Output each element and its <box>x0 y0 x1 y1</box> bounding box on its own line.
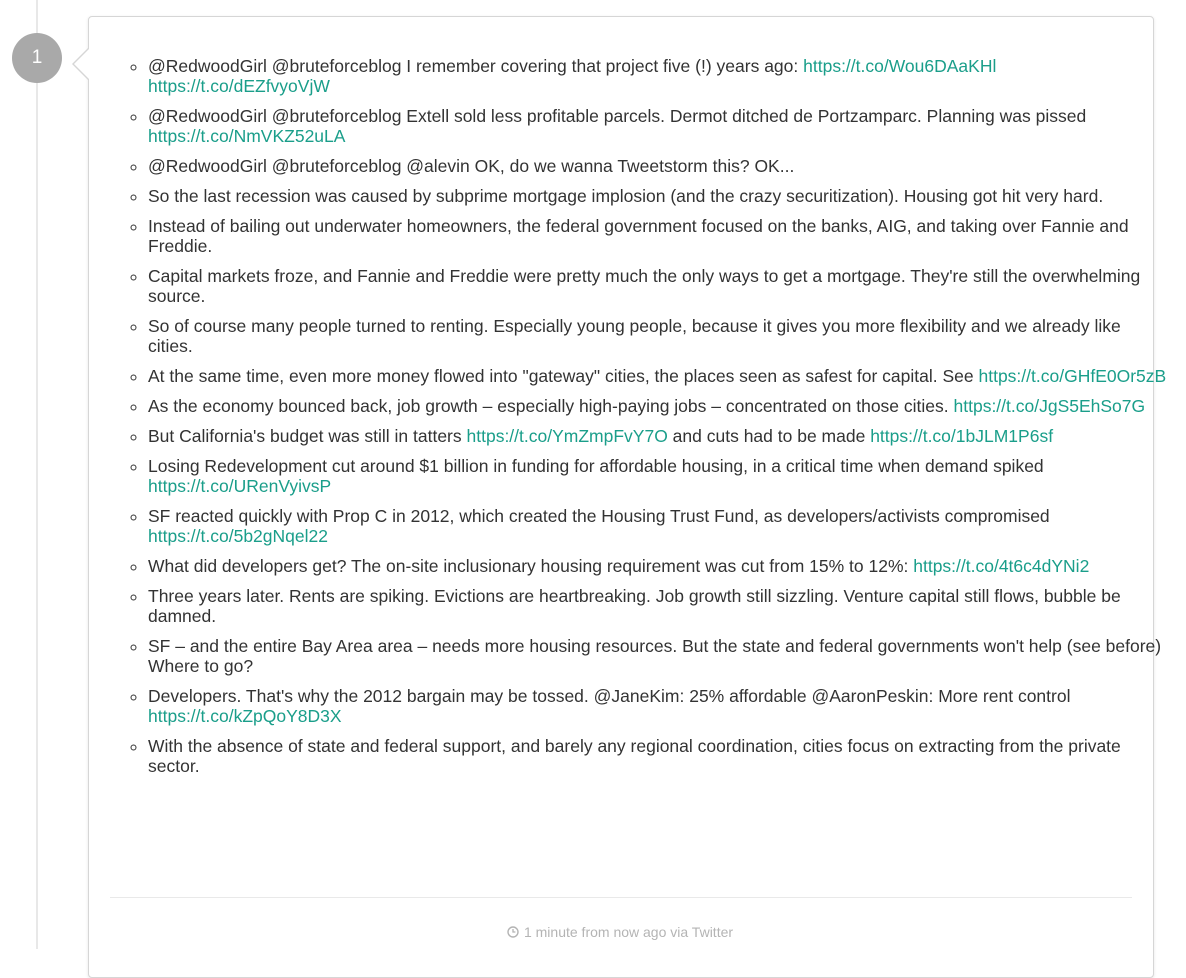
timestamp-text[interactable]: 1 minute from now ago via Twitter <box>523 924 734 940</box>
tweet-item <box>148 56 1168 96</box>
tweet-link[interactable]: https://t.co/URenVyivsP <box>148 476 332 496</box>
tweet-text: At the same time, even more money flowed into "gateway" cities, the places seen as safest for capital. See <box>148 366 979 386</box>
tweet-text: @RedwoodGirl @bruteforceblog I remember covering that project five (!) years ago: <box>148 56 804 76</box>
clock-icon <box>507 925 519 937</box>
tweet-link[interactable]: https://t.co/YmZmpFvY7O <box>466 426 668 446</box>
tweet-item <box>148 396 1168 416</box>
tweet-link[interactable]: https://t.co/Wou6DAaKHl <box>803 56 997 76</box>
tweet-text: @RedwoodGirl @bruteforceblog Extell sold less profitable parcels. Dermot ditched de Portzamparc. Planning was pissed <box>148 106 1087 126</box>
tweet-text: Developers. That's why the 2012 bargain may be tossed. @JaneKim: 25% affordable @AaronPeskin: More rent control <box>148 686 1071 706</box>
tweet-text: So the last recession was caused by subprime mortgage implosion (and the crazy securitization). Housing got hit very hard. <box>148 186 1104 206</box>
tweet-item <box>148 216 1168 256</box>
tweet-link[interactable]: https://t.co/5b2gNqel22 <box>148 526 328 546</box>
tweet-item <box>148 686 1168 726</box>
tweet-text: Three years later. Rents are spiking. Evictions are heartbreaking. Job growth still sizzling. Venture capital still flows, bubble be damned. <box>148 586 1121 626</box>
tweet-text: As the economy bounced back, job growth – especially high-paying jobs – concentrated on those cities. <box>148 396 954 416</box>
tweet-text: and cuts had to be made <box>667 426 871 446</box>
tweet-text: So of course many people turned to renting. Especially young people, because it gives you more flexibility and we already like cities. <box>148 316 1121 356</box>
card-footer <box>88 924 1152 940</box>
tweet-link[interactable]: https://t.co/4t6c4dYNi2 <box>913 556 1090 576</box>
tweet-text: Losing Redevelopment cut around $1 billion in funding for affordable housing, in a critical time when demand spiked <box>148 456 1044 476</box>
timeline-line <box>36 0 38 949</box>
tweet-link[interactable]: https://t.co/kZpQoY8D3X <box>148 706 342 726</box>
tweet-text: With the absence of state and federal support, and barely any regional coordination, cities focus on extracting from the private sector. <box>148 736 1121 776</box>
tweet-item <box>148 426 1168 446</box>
tweet-item <box>148 186 1168 206</box>
tweet-link[interactable]: https://t.co/JgS5EhSo7G <box>953 396 1146 416</box>
tweet-link[interactable]: https://t.co/1bJLM1P6sf <box>870 426 1054 446</box>
tweet-link[interactable]: https://t.co/NmVKZ52uLA <box>148 126 346 146</box>
tweet-item <box>148 506 1168 546</box>
tweet-text: But California's budget was still in tatters <box>148 426 467 446</box>
tweet-item <box>148 106 1168 146</box>
tweet-text: Capital markets froze, and Fannie and Freddie were pretty much the only ways to get a mortgage. They're still the overwhelming source. <box>148 266 1141 306</box>
tweet-text: SF reacted quickly with Prop C in 2012, which created the Housing Trust Fund, as developers/activists compromised <box>148 506 1050 526</box>
tweet-item <box>148 586 1168 626</box>
tweet-item <box>148 456 1168 496</box>
tweet-item <box>148 636 1168 676</box>
tweet-item <box>148 556 1168 576</box>
tweet-item <box>148 316 1168 356</box>
item-number-badge: 1 <box>12 33 62 83</box>
tweet-item <box>148 266 1168 306</box>
tweet-text: @RedwoodGirl @bruteforceblog @alevin OK, do we wanna Tweetstorm this? OK... <box>148 156 795 176</box>
tweet-link[interactable]: https://t.co/dEZfvyoVjW <box>148 76 330 96</box>
tweet-item <box>148 736 1168 776</box>
tweet-text: Instead of bailing out underwater homeowners, the federal government focused on the banks, AIG, and taking over Fannie and Freddie. <box>148 216 1129 256</box>
tweet-link[interactable]: https://t.co/GHfE0Or5zB <box>978 366 1167 386</box>
tweet-item <box>148 156 1168 176</box>
card-divider <box>110 897 1132 898</box>
tweet-list <box>112 56 1168 786</box>
tweet-text: What did developers get? The on-site inclusionary housing requirement was cut from 15% to 12%: <box>148 556 914 576</box>
tweet-item <box>148 366 1168 386</box>
tweet-text: SF – and the entire Bay Area area – needs more housing resources. But the state and federal governments won't help (see before) Where to go? <box>148 636 1162 676</box>
